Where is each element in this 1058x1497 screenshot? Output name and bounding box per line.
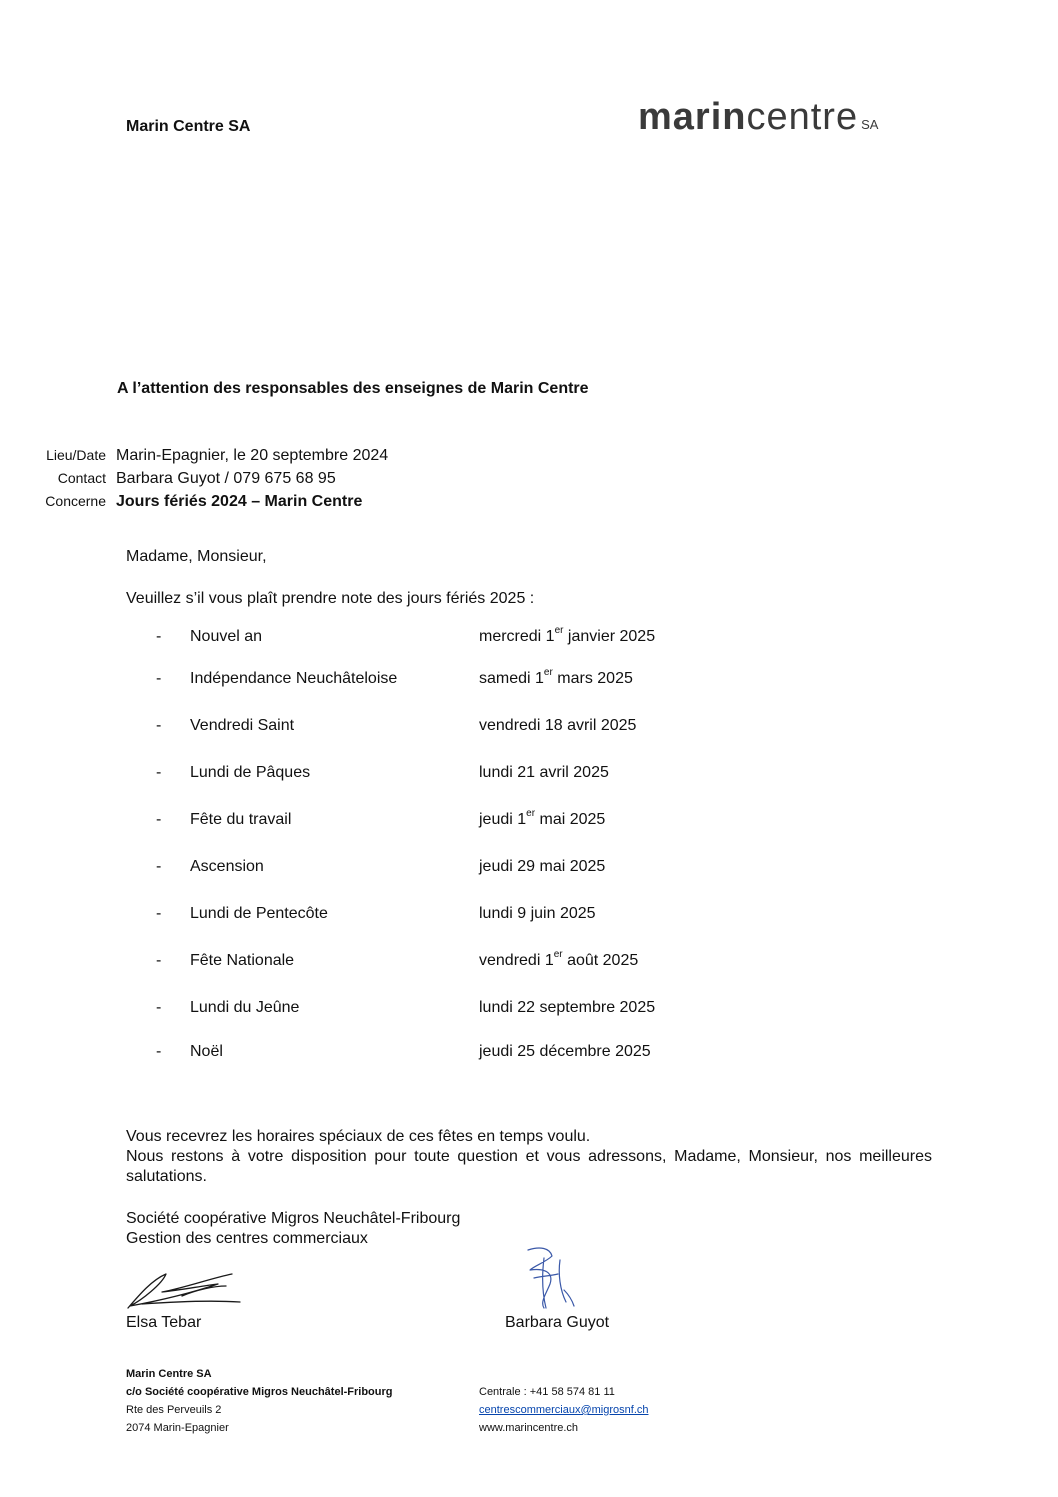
footer-address — [126, 1365, 393, 1437]
footer-phone: Centrale : +41 58 574 81 11 — [479, 1386, 615, 1398]
holiday-date: jeudi 25 décembre 2025 — [479, 1043, 651, 1060]
meta-row-lieu — [0, 444, 388, 467]
footer-city: 2074 Marin-Epagnier — [126, 1422, 229, 1434]
meta-label: Lieu/Date — [46, 447, 106, 463]
holiday-date: jeudi 29 mai 2025 — [479, 858, 606, 875]
list-dash: - — [156, 628, 162, 645]
holiday-name: Fête du travail — [190, 811, 292, 828]
list-dash: - — [156, 858, 162, 875]
holiday-date: vendredi 18 avril 2025 — [479, 717, 637, 734]
holiday-name: Fête Nationale — [190, 952, 295, 969]
holiday-name: Ascension — [190, 858, 264, 875]
holiday-date: jeudi 1er mai 2025 — [479, 808, 606, 828]
list-dash: - — [156, 999, 162, 1016]
holiday-name: Lundi du Jeûne — [190, 999, 300, 1016]
closing-paragraph — [126, 1127, 932, 1187]
holiday-date: vendredi 1er août 2025 — [479, 949, 639, 969]
salutation: Madame, Monsieur, — [126, 548, 267, 565]
attention-line: A l’attention des responsables des enseignes de Marin Centre — [117, 380, 589, 397]
footer-contact — [479, 1383, 649, 1437]
company-name: Marin Centre SA — [126, 118, 251, 135]
closing-line-1: Vous recevrez les horaires spéciaux de ces fêtes en temps voulu. — [126, 1128, 591, 1145]
meta-row-contact — [0, 467, 388, 490]
logo-text-bold: marin — [638, 96, 747, 138]
org-line-2: Gestion des centres commerciaux — [126, 1230, 368, 1247]
list-dash: - — [156, 905, 162, 922]
marincentre-logo — [638, 96, 878, 139]
list-dash: - — [156, 811, 162, 828]
holiday-name: Nouvel an — [190, 628, 263, 645]
holiday-name: Lundi de Pâques — [190, 764, 311, 781]
closing-line-2: Nous restons à votre disposition pour toute question et vous adressons, Madame, Monsieur, nos meilleures salutations. — [126, 1148, 932, 1185]
meta-label: Concerne — [45, 493, 106, 509]
holiday-name: Lundi de Pentecôte — [190, 905, 328, 922]
list-dash: - — [156, 670, 162, 687]
footer-email-link[interactable]: centrescommerciaux@migrosnf.ch — [479, 1404, 649, 1416]
organisation-block — [126, 1209, 932, 1249]
meta-value-subject: Jours fériés 2024 – Marin Centre — [116, 493, 363, 510]
meta-value: Barbara Guyot / 079 675 68 95 — [116, 470, 336, 487]
signatory-left: Elsa Tebar — [126, 1314, 202, 1331]
meta-row-concerne — [0, 490, 388, 513]
list-dash: - — [156, 952, 162, 969]
footer-street: Rte des Perveuils 2 — [126, 1404, 222, 1416]
list-dash: - — [156, 1043, 162, 1060]
holiday-name: Indépendance Neuchâteloise — [190, 670, 398, 687]
intro-text: Veuillez s’il vous plaît prendre note des jours fériés 2025 : — [126, 590, 535, 607]
footer-company: Marin Centre SA — [126, 1368, 212, 1380]
footer-co: c/o Société coopérative Migros Neuchâtel-Fribourg — [126, 1386, 393, 1398]
signatory-right: Barbara Guyot — [505, 1314, 610, 1331]
logo-suffix: SA — [861, 117, 879, 132]
holiday-date: mercredi 1er janvier 2025 — [479, 625, 656, 645]
meta-label: Contact — [57, 470, 106, 486]
signature-barbara-guyot — [520, 1244, 582, 1314]
list-dash: - — [156, 764, 162, 781]
holiday-name: Vendredi Saint — [190, 717, 295, 734]
logo-text-light: centre — [746, 96, 859, 138]
holiday-date: lundi 21 avril 2025 — [479, 764, 609, 781]
meta-value: Marin-Epagnier, le 20 septembre 2024 — [116, 447, 389, 464]
org-line-1: Société coopérative Migros Neuchâtel-Fribourg — [126, 1210, 461, 1227]
footer-web: www.marincentre.ch — [479, 1422, 579, 1434]
list-dash: - — [156, 717, 162, 734]
holiday-name: Noël — [190, 1043, 223, 1060]
signature-elsa-tebar — [122, 1266, 247, 1312]
holiday-date: lundi 22 septembre 2025 — [479, 999, 656, 1016]
letter-meta — [0, 444, 388, 513]
holiday-date: lundi 9 juin 2025 — [479, 905, 596, 922]
holiday-date: samedi 1er mars 2025 — [479, 667, 633, 687]
